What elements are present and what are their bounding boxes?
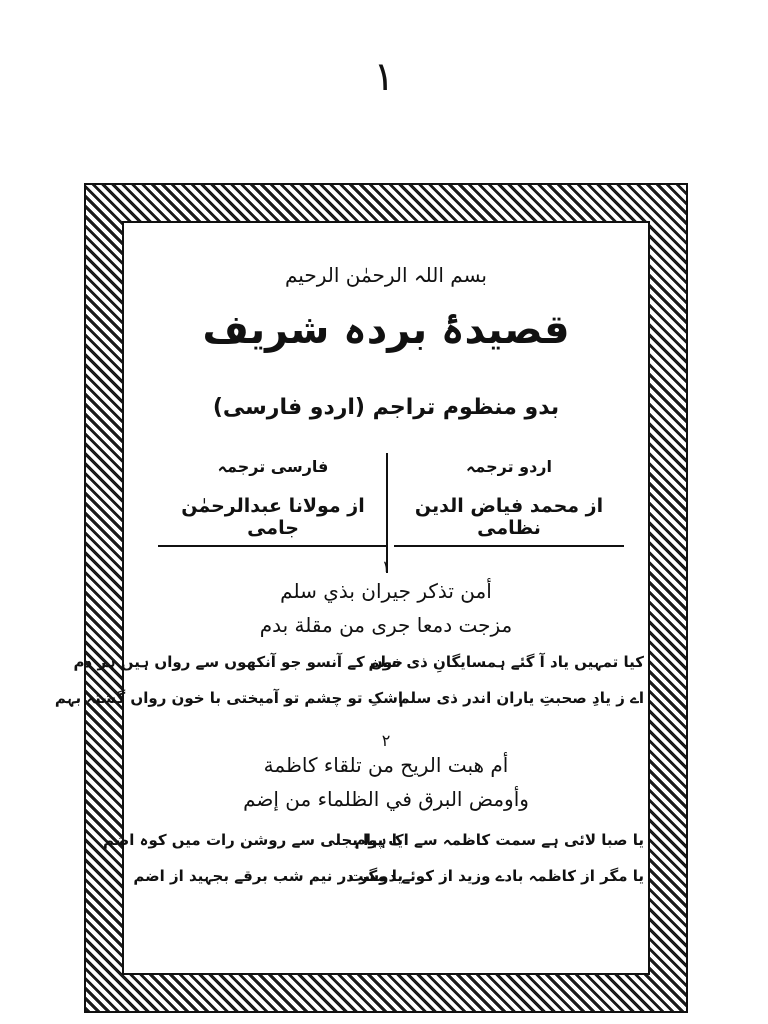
persian-verse-line: یا مگر در نیم شب برقے بجہید از اضم	[133, 867, 403, 885]
persian-verse-line: یا ہوا بجلی سے روشن رات میں کوہ اضم	[103, 831, 403, 849]
urdu-translation-heading: اردو ترجمہ	[465, 457, 552, 476]
verse-number: ١	[381, 557, 391, 576]
urdu-verse-line: یا مگر از کاظمہ بادے وزید از کوئے دوست	[348, 867, 644, 885]
verse-number: ٢	[381, 731, 391, 750]
urdu-translator-name: از محمد فیاض الدین نظامی	[394, 495, 624, 547]
arabic-verse-line: وأومض البرق في الظلماء من إضم	[243, 787, 529, 811]
urdu-verse-line: کیا تمہیں یاد آ گئے ہمسایگانِ ذی سلم	[368, 653, 644, 671]
persian-translation-heading: فارسی ترجمہ	[217, 457, 329, 476]
arabic-verse-line: أم هبت الريح من تلقاء كاظمة	[263, 753, 509, 777]
bismillah: بسم اللہ الرحمٰن الرحیم	[284, 263, 487, 287]
ornamental-border	[54, 183, 688, 1013]
title-page-content	[54, 227, 644, 969]
arabic-verse-line: أمن تذكر جيران بذي سلم	[280, 579, 492, 603]
persian-verse-line: اشکِ تو چشم تو آمیختی با خون رواں گشتہ بہم	[54, 689, 403, 707]
persian-translator-name: از مولانا عبدالرحمٰن جامی	[158, 495, 388, 547]
book-title: قصیدۂ بردہ شریف	[202, 307, 570, 353]
book-subtitle: بدو منظوم تراجم (اردو فارسی)	[212, 395, 560, 420]
urdu-verse-line: یا صبا لائی ہے سمت کاظمہ سے اک پیام	[354, 831, 644, 849]
arabic-verse-line: مزجت دمعا جرى من مقلة بدم	[259, 613, 513, 637]
persian-verse-line: خون کے آنسو جو آنکھوں سے رواں ہیں ہر دم	[73, 653, 403, 671]
page-number: ١	[373, 54, 395, 100]
urdu-verse-line: اے ز یادِ صحبتِ یاران اندر ذی سلم	[398, 689, 644, 707]
